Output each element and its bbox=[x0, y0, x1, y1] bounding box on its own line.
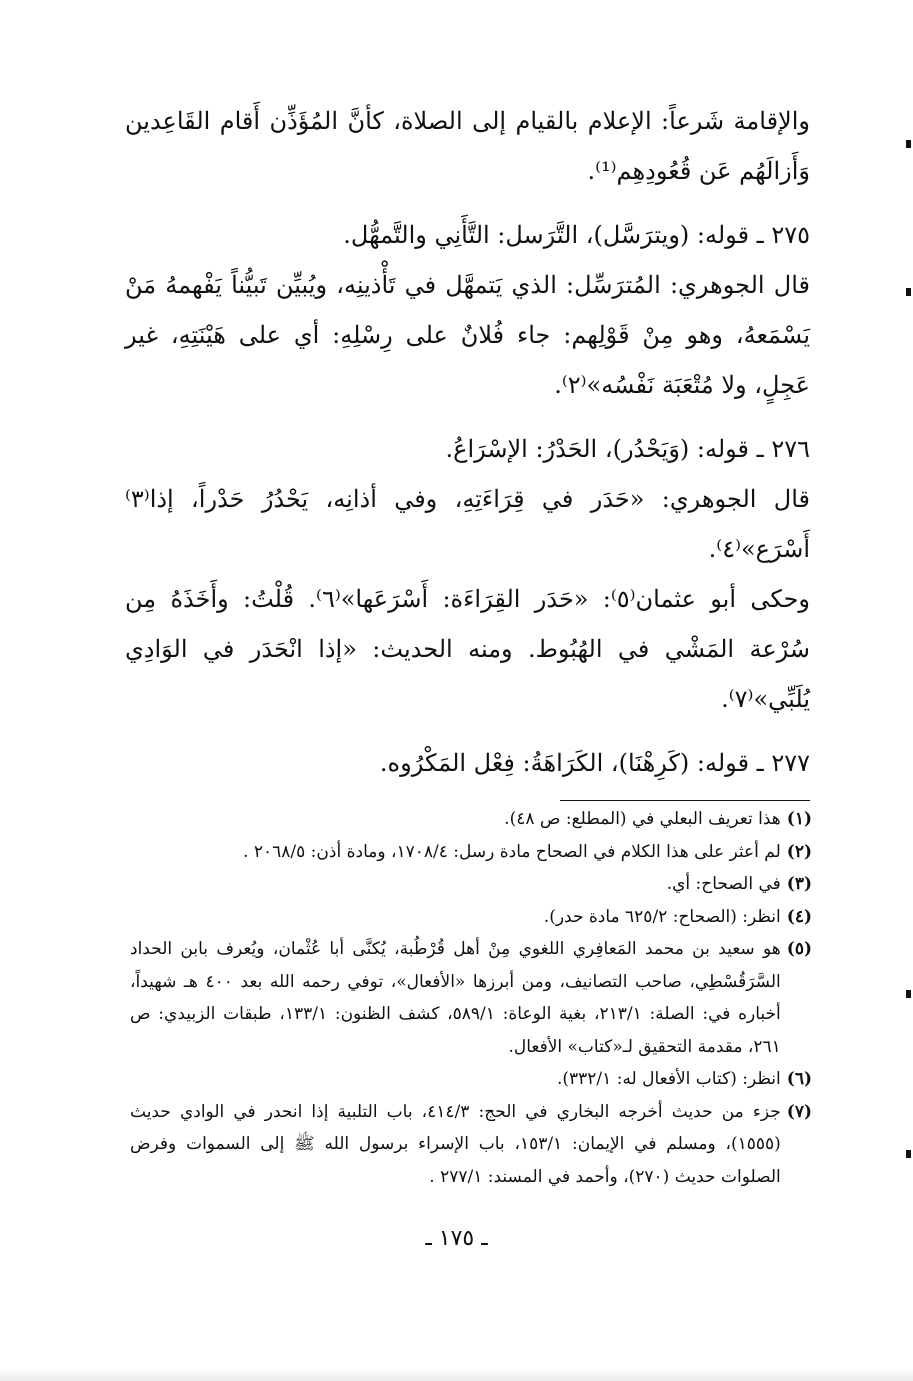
scan-edge-mark bbox=[906, 990, 911, 998]
page-number: ـ ١٧٥ ـ bbox=[425, 1226, 488, 1251]
footnotes bbox=[130, 803, 812, 1193]
paragraph-iqama-definition: والإقامة شَرعاً: الإعلام بالقيام إلى الصلاة، كأنَّ المُؤَذِّن أَقام القَاعِدين وَأَزالَهُم عَن قُعُودِهِم⁽¹⁾. bbox=[125, 107, 810, 185]
scan-edge-mark bbox=[906, 288, 911, 296]
footnote-text: انظر: (الصحاح: ٦٢٥/٢ مادة حدر). bbox=[543, 906, 781, 927]
footnote-text: جزء من حديث أخرجه البخاري في الحج: ٤١٤/٣، باب التلبية إذا انحدر في الوادي حديث (١٥٥٥)، ومسلم في الإيمان: ١٥٣/١، باب الإسراء برسول الله ﷺ إلى السموات وفرض الصلوات حديث (٢٧٠)، وأحمد في المسند: ٢٧٧/١ . bbox=[130, 1101, 781, 1187]
footnote-number: (١) bbox=[786, 809, 812, 829]
footnote-number: (٧) bbox=[786, 1101, 812, 1122]
footnote-number: (٥) bbox=[786, 939, 812, 959]
footnote-number: (٣) bbox=[786, 874, 812, 894]
footnote-text: انظر: (كتاب الأفعال له: ٣٣٢/١). bbox=[556, 1069, 781, 1089]
footnote-item bbox=[130, 836, 812, 869]
footnote-number: (٤) bbox=[786, 906, 812, 927]
footnote-item bbox=[130, 1063, 812, 1096]
footnote-number: (٦) bbox=[786, 1069, 812, 1089]
entry-276: ٢٧٦ ـ قوله: (وَيَحْدُر)، الحَدْرُ: الإسْرَاعُ. bbox=[445, 435, 810, 463]
entry-275: ٢٧٥ ـ قوله: (ويترَسَّل)، التَّرَسل: التَّأَنِي والتَّمهُّل. bbox=[343, 221, 810, 249]
footnote-item bbox=[130, 803, 812, 836]
paragraph-abu-uthman: وحكى أبو عثمان⁽٥⁾: «حَدَر القِرَاءَة: أَسْرَعَها»⁽٦⁾. قُلْتُ: وأَخَذَهُ مِن سُرْعة المَشْي في الهُبُوط. ومنه الحديث: «إذا انْحَدَر في الوَادِي يُلَبِّي»⁽٧⁾. bbox=[125, 585, 810, 713]
footnote-item bbox=[130, 901, 812, 934]
entry-277: ٢٧٧ ـ قوله: (كَرِهْنَا)، الكَرَاهَةُ: فِعْل المَكْرُوه. bbox=[379, 749, 810, 777]
scan-bottom-edge bbox=[0, 1368, 913, 1381]
paragraph-jawhari-hadr: قال الجوهري: «حَدَر في قِرَاءَتِهِ، وفي أذانِه، يَحْدُرُ حَدْراً، إذا⁽٣⁾ أَسْرَع»⁽٤⁾. bbox=[125, 485, 810, 563]
footnote-number: (٢) bbox=[786, 841, 812, 862]
footnote-item bbox=[130, 868, 812, 901]
scan-edge-mark bbox=[906, 1150, 911, 1158]
footnote-separator bbox=[560, 800, 810, 801]
footnote-text: لم أعثر على هذا الكلام في الصحاح مادة رسل: ١٧٠٨/٤، ومادة أذن: ٢٠٦٨/٥ . bbox=[243, 841, 781, 862]
paragraph-jawhari-tarassul: قال الجوهري: المُترَسِّل: الذي يَتمهَّل في تَأْذينِه، ويُبيِّن تَبيُّناً يَفْهمهُ مَنْ يَسْمَعهُ، وهو مِنْ قَوْلِهم: جاء فُلانٌ على رِسْلِهِ: أي على هَيْنَتِهِ، غير عَجِلٍ، ولا مُتْعَبَة نَفْسُه»⁽٢⁾. bbox=[125, 271, 810, 399]
footnote-text: في الصحاح: أي. bbox=[666, 874, 781, 894]
footnote-item bbox=[130, 933, 812, 1063]
main-text bbox=[125, 96, 810, 788]
footnote-text: هذا تعريف البعلي في (المطلع: ص ٤٨). bbox=[504, 809, 781, 829]
footnote-text: هو سعيد بن محمد المَعافِري اللغوي مِنْ أهل قُرْطُبة، يُكنَّى أبا عُثْمان، ويُعرف بابن الحداد السَّرَقُسْطِي، صاحب التصانيف، ومن أبرزها «الأفعال»، توفي رحمه الله بعد ٤٠٠ هـ شهيداً، أخباره في: الصلة: ٢١٣/١، بغية الوعاة: ٥٨٩/١، كشف الظنون: ١٣٣/١، طبقات الزبيدي: ص ٢٦١، مقدمة التحقيق لـ«كتاب» الأفعال. bbox=[130, 939, 781, 1057]
scan-edge-mark bbox=[906, 140, 911, 148]
footnote-item bbox=[130, 1096, 812, 1194]
